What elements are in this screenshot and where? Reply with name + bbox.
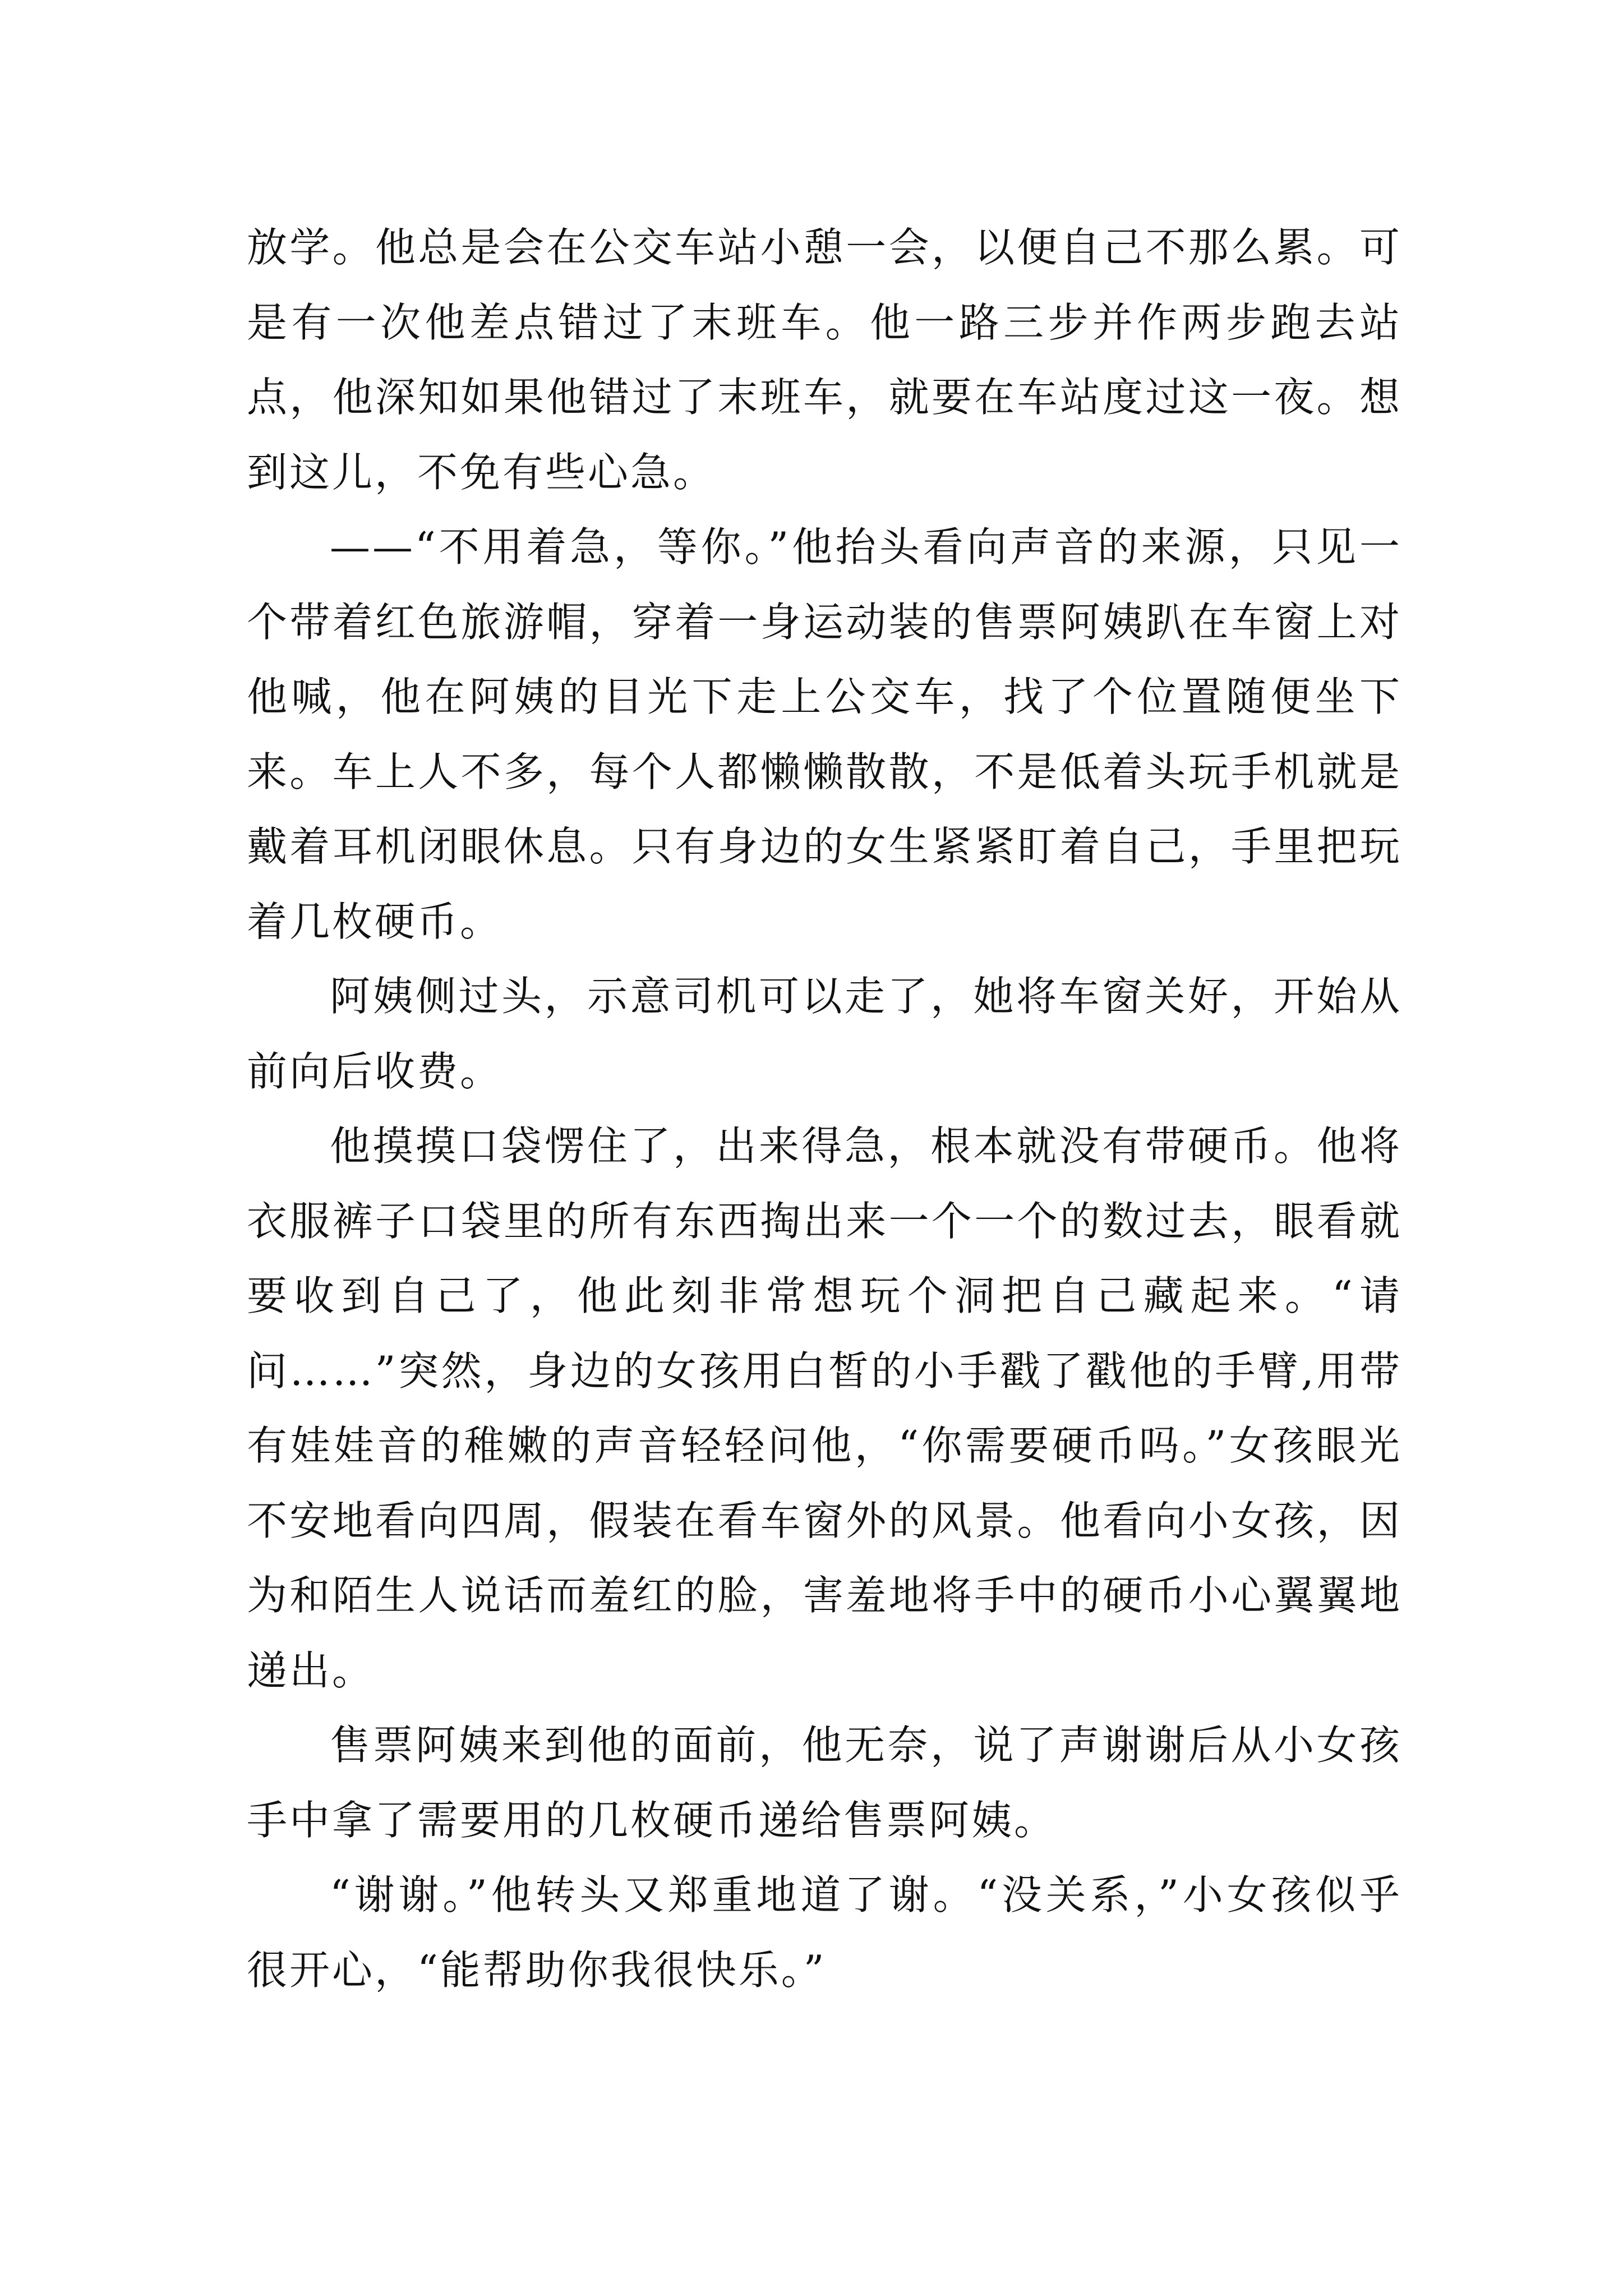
paragraph-5: 售票阿姨来到他的面前，他无奈，说了声谢谢后从小女孩手中拿了需要用的几枚硬币递给售票阿姨。 — [247, 1722, 1402, 1844]
paragraph-2: ——“不用着急，等你。”他抬头看向声音的来源，只见一个带着红色旅游帽，穿着一身运动装的售票阿姨趴在车窗上对他喊，他在阿姨的目光下走上公交车，找了个位置随便坐下来。车上人不多，每个人都懒懒散散，不是低着头玩手机就是戴着耳机闭眼休息。只有身边的女生紧紧盯着自己，手里把玩着几枚硬币。 — [247, 523, 1402, 945]
document-body — [247, 210, 1402, 2008]
paragraph-3: 阿姨侧过头，示意司机可以走了，她将车窗关好，开始从前向后收费。 — [247, 973, 1402, 1095]
paragraph-1: 放学。他总是会在公交车站小憩一会，以便自己不那么累。可是有一次他差点错过了末班车。他一路三步并作两步跑去站点，他深知如果他错过了末班车，就要在车站度过这一夜。想到这儿，不免有些心急。 — [247, 224, 1402, 496]
paragraph-6: “谢谢。”他转头又郑重地道了谢。“没关系，”小女孩似乎很开心，“能帮助你我很快乐。” — [247, 1871, 1402, 1994]
paragraph-4: 他摸摸口袋愣住了，出来得急，根本就没有带硬币。他将衣服裤子口袋里的所有东西掏出来一个一个的数过去，眼看就要收到自己了，他此刻非常想玩个洞把自己藏起来。“请问……”突然，身边的女孩用白皙的小手戳了戳他的手臂,用带有娃娃音的稚嫩的声音轻轻问他，“你需要硬币吗。”女孩眼光不安地看向四周，假装在看车窗外的风景。他看向小女孩，因为和陌生人说话而羞红的脸，害羞地将手中的硬币小心翼翼地递出。 — [247, 1122, 1402, 1694]
